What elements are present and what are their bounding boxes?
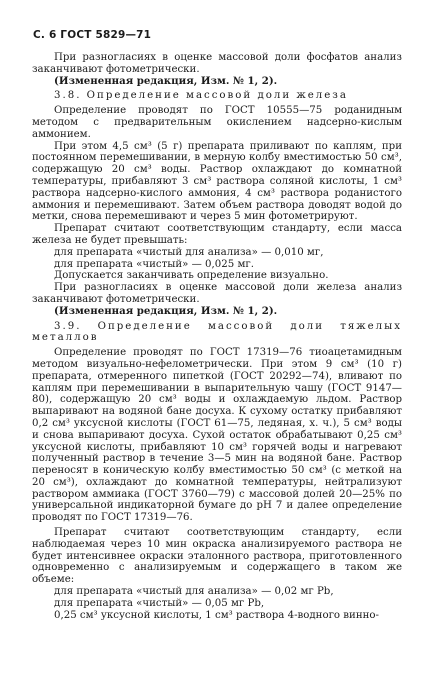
paragraph: Определение проводят по ГОСТ 10555—75 роданидным методом с предварительным окислением надсерно-кислым аммонием. [32, 105, 402, 140]
page-header: С. 6 ГОСТ 5829—71 [33, 29, 152, 41]
paragraph: 0,25 см³ уксусной кислоты, 1 см³ раствора 4-водного винно- [54, 609, 379, 621]
document-body [32, 52, 402, 621]
section-heading: 3.9. Определение массовой доли тяжелых металлов [32, 320, 402, 344]
paragraph: для препарата «чистый для анализа» — 0,010 мг, [54, 246, 324, 258]
paragraph: Допускается заканчивать определение визуально. [54, 270, 329, 282]
paragraph: При разногласиях в оценке массовой доли железа анализ заканчивают фотометрически. [32, 282, 402, 305]
amendment-note: (Измененная редакция, Изм. № 1, 2). [54, 304, 278, 317]
paragraph: При этом 4,5 см³ (5 г) препарата приливают по каплям, при постоянном перемешивании, в мерную колбу вместимостью 50 см³, содержащую 20 см³ воды. Раствор охлаждают до комнатной температуры, прибавляют 3 см³ раствора соляной кислоты, 1 см³ раствора надсерно-кислого аммония, 4 см³ раствора роданистого аммония и перемешивают. Затем объем раствора доводят водой до метки, снова перемешивают и через 5 мин фотометрируют. [32, 140, 402, 223]
section-heading: 3.8. Определение массовой доли железа [54, 90, 348, 102]
paragraph: для препарата «чистый» — 0,05 мг Pb, [54, 597, 265, 609]
paragraph: для препарата «чистый» — 0,025 мг. [54, 258, 254, 270]
paragraph: для препарата «чистый для анализа» — 0,02 мг Pb, [54, 586, 334, 598]
paragraph: Препарат считают соответствующим стандарту, если наблюдаемая через 10 мин окраска анализируемого раствора не будет интенсивнее окраски эталонного раствора, приготовленного одновременно с анализируемым и содержащего в таком же объеме: [32, 527, 402, 586]
amendment-note: (Измененная редакция, Изм. № 1, 2). [54, 74, 278, 87]
paragraph: Определение проводят по ГОСТ 17319—76 тиоацетамидным методом визуально-нефелометрически. При этом 9 см³ (10 г) препарата, отмеренного пипеткой (ГОСТ 20292—74), вливают по каплям при перемешивании в выпарительную чашу (ГОСТ 9147—80), содержащую 20 см³ воды и охлаждаемую льдом. Раствор выпаривают на водяной бане досуха. К сухому остатку прибавляют 0,2 см³ уксусной кислоты (ГОСТ 61—75, ледяная, х. ч.), 5 см³ воды и снова выпаривают досуха. Сухой остаток обрабатывают 0,25 см³ уксусной кислоты, прибавляют 10 см³ горячей воды и нагревают полученный раствор в течение 3—5 мин на водяной бане. Раствор переносят в коническую колбу вместимостью 50 см³ (с меткой на 20 см³), охлаждают до комнатной температуры, нейтрализуют раствором аммиака (ГОСТ 3760—79) с массовой долей 20—25% по универсальной индикаторной бумаге до pH 7 и далее определение проводят по ГОСТ 17319—76. [32, 347, 402, 524]
paragraph: Препарат считают соответствующим стандарту, если масса железа не будет превышать: [32, 223, 402, 246]
paragraph: При разногласиях в оценке массовой доли фосфатов анализ заканчивают фотометрически. [32, 52, 402, 75]
